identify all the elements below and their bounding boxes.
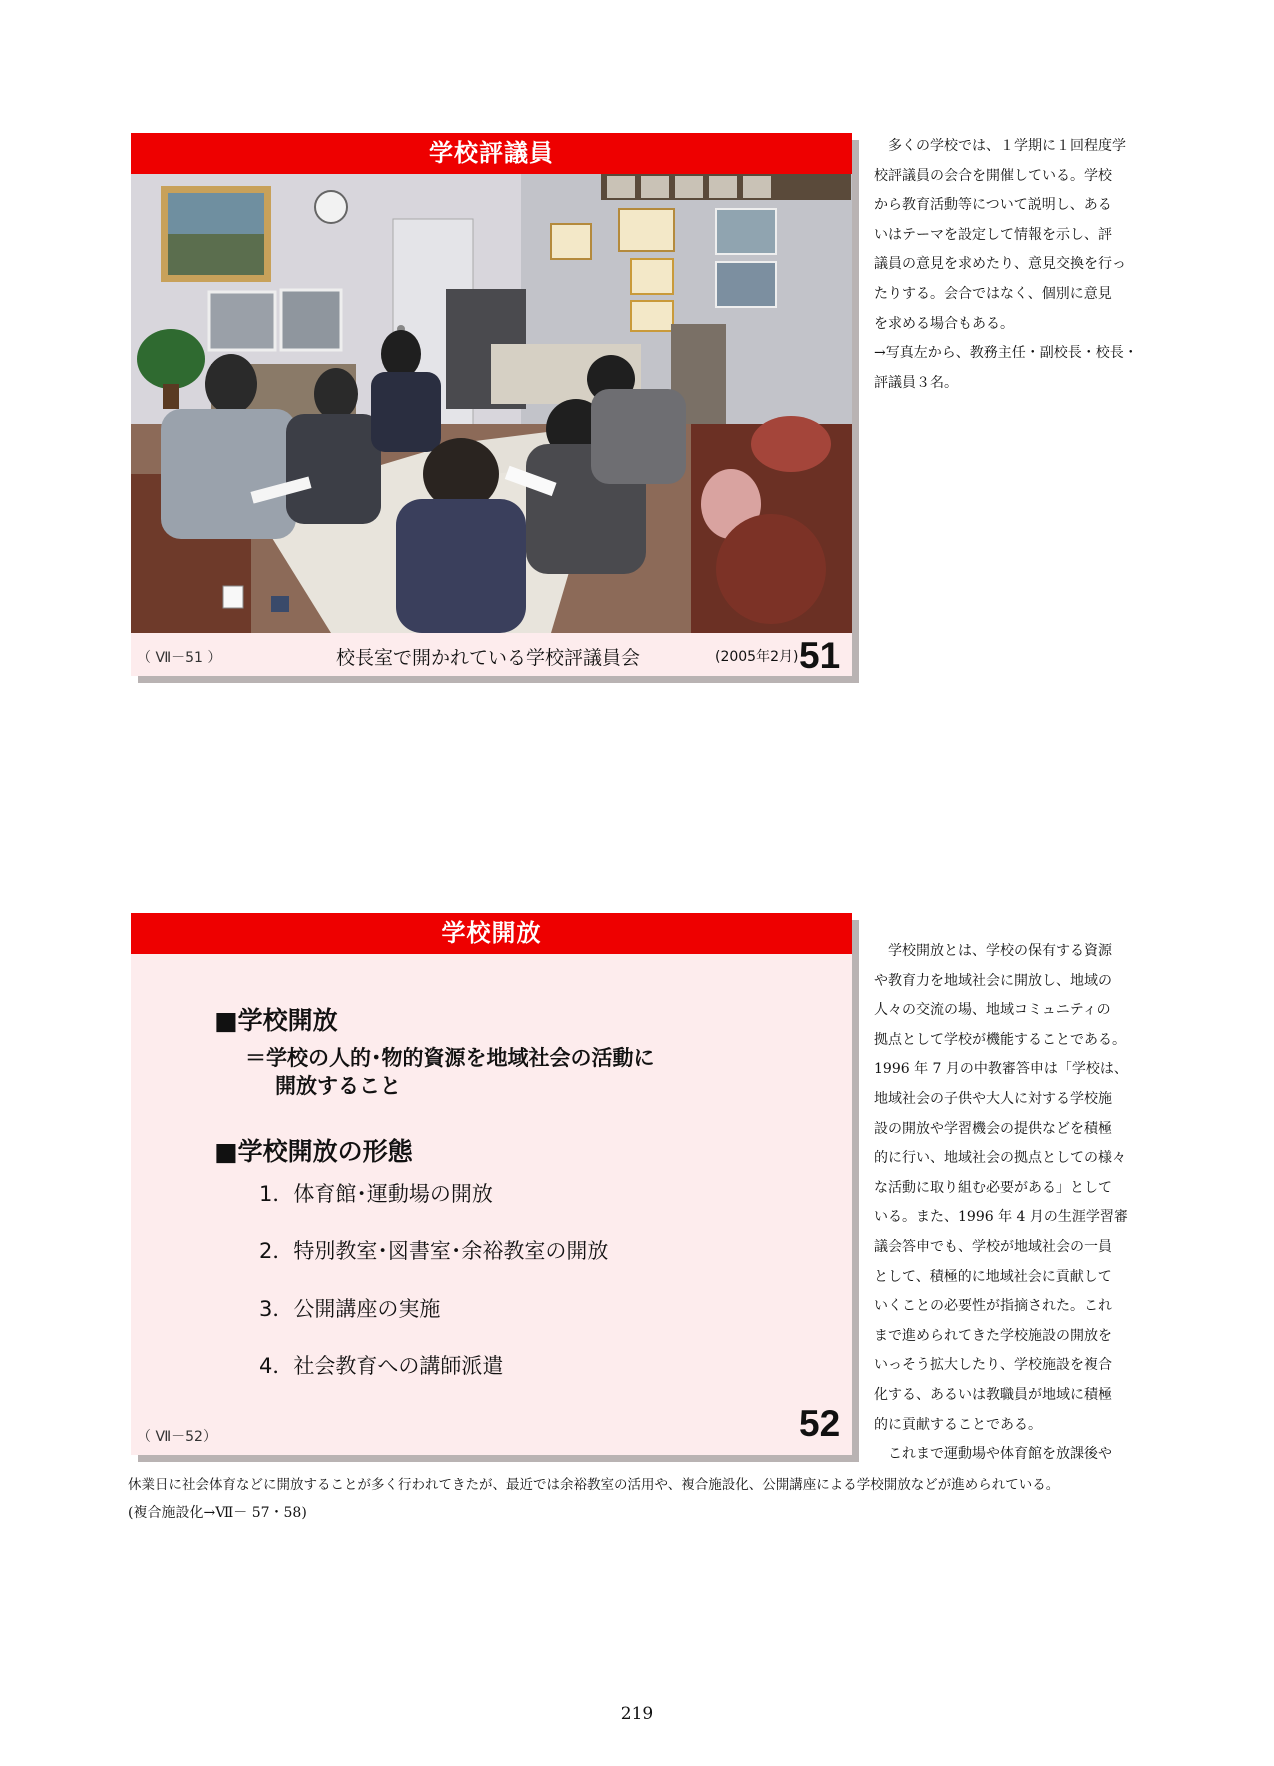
photo-date: (2005年2月) <box>715 649 799 665</box>
text-line: 校評議員の会合を開催している。学校 <box>874 167 1112 184</box>
text-line: 設の開放や学習機会の提供などを積極 <box>874 1120 1112 1137</box>
meeting-photo <box>131 174 852 633</box>
slide-title: 学校開放 <box>131 913 852 954</box>
text-line: な活動に取り組む必要がある」として <box>874 1179 1112 1196</box>
list-item: 2．特別教室･図書室･余裕教室の開放 <box>259 1239 609 1263</box>
text-line: 的に行い、地域社会の拠点としての様々 <box>874 1150 1126 1167</box>
text-line: 拠点として学校が機能することである。 <box>874 1031 1126 1048</box>
text-line: いくことの必要性が指摘された。これ <box>874 1298 1112 1315</box>
page-number: 219 <box>620 1704 654 1724</box>
photo-caption: 校長室で開かれている学校評議員会 <box>336 647 641 669</box>
caption-row <box>131 633 852 676</box>
text-line: から教育活動等について説明し、ある <box>874 197 1112 214</box>
cross-reference: (複合施設化→Ⅶ－ 57・58) <box>128 1505 307 1521</box>
text-line: 学校開放とは、学校の保有する資源 <box>874 943 1112 959</box>
text-line: これまで運動場や体育館を放課後や <box>874 1446 1112 1463</box>
text-line: 人々の交流の場、地域コミュニティの <box>874 1002 1111 1019</box>
text-line: として、積極的に地域社会に貢献して <box>874 1268 1112 1285</box>
text-line: いる。また、1996 年 4 月の生涯学習審 <box>874 1209 1128 1226</box>
list-item: 3．公開講座の実施 <box>259 1297 441 1321</box>
text-line: 休業日に社会体育などに開放することが多く行われてきたが、最近では余裕教室の活用や、複合施設化、公開講座による学校開放などが進められている。 <box>128 1477 1060 1493</box>
text-line: 議員の意見を求めたり、意見交換を行っ <box>874 256 1126 273</box>
text-line: 的に貢献することである。 <box>874 1416 1042 1433</box>
text-line: いはテーマを設定して情報を示し、評 <box>874 226 1112 243</box>
definition-line: ＝学校の人的･物的資源を地域社会の活動に <box>245 1046 655 1070</box>
side-text-51 <box>874 132 1146 398</box>
slide-51 <box>131 133 852 676</box>
text-line: 化する、あるいは教職員が地域に積極 <box>874 1386 1112 1403</box>
text-line: や教育力を地域社会に開放し、地域の <box>874 972 1112 989</box>
continuation-text <box>128 1471 1148 1527</box>
text-line: を求める場合もある。 <box>874 315 1014 332</box>
side-text-52 <box>874 937 1146 1470</box>
text-line: 議会答申でも、学校が地域社会の一員 <box>874 1238 1112 1255</box>
definition-line: 開放すること <box>275 1074 401 1098</box>
text-line: いっそう拡大したり、学校施設を複合 <box>874 1357 1112 1374</box>
text-line: 1996 年 7 月の中教審答申は「学校は、 <box>874 1061 1128 1078</box>
text-line: →写真左から、教務主任・副校長・校長・ <box>874 345 1138 362</box>
heading-forms: ■学校開放の形態 <box>214 1137 413 1166</box>
list-item: 1．体育館･運動場の開放 <box>259 1182 493 1206</box>
slide-52 <box>131 913 852 1455</box>
text-line: 評議員３名。 <box>874 374 958 391</box>
slide-title: 学校評議員 <box>131 133 852 174</box>
slide-number: 52 <box>799 1403 841 1444</box>
text-line: まで進められてきた学校施設の開放を <box>874 1327 1112 1344</box>
text-line: たりする。会合ではなく、個別に意見 <box>874 285 1112 302</box>
text-line: 地域社会の子供や大人に対する学校施 <box>874 1090 1112 1107</box>
slide-body <box>131 954 852 1454</box>
slide-code: （ Ⅶ－52） <box>137 1429 217 1445</box>
slide-number: 51 <box>799 635 841 676</box>
heading-school-opening: ■学校開放 <box>214 1006 338 1035</box>
list-item: 4．社会教育への講師派遣 <box>259 1354 504 1378</box>
text-line: 多くの学校では、１学期に１回程度学 <box>874 138 1126 154</box>
slide-code: （ Ⅶ－51 ） <box>137 650 222 666</box>
